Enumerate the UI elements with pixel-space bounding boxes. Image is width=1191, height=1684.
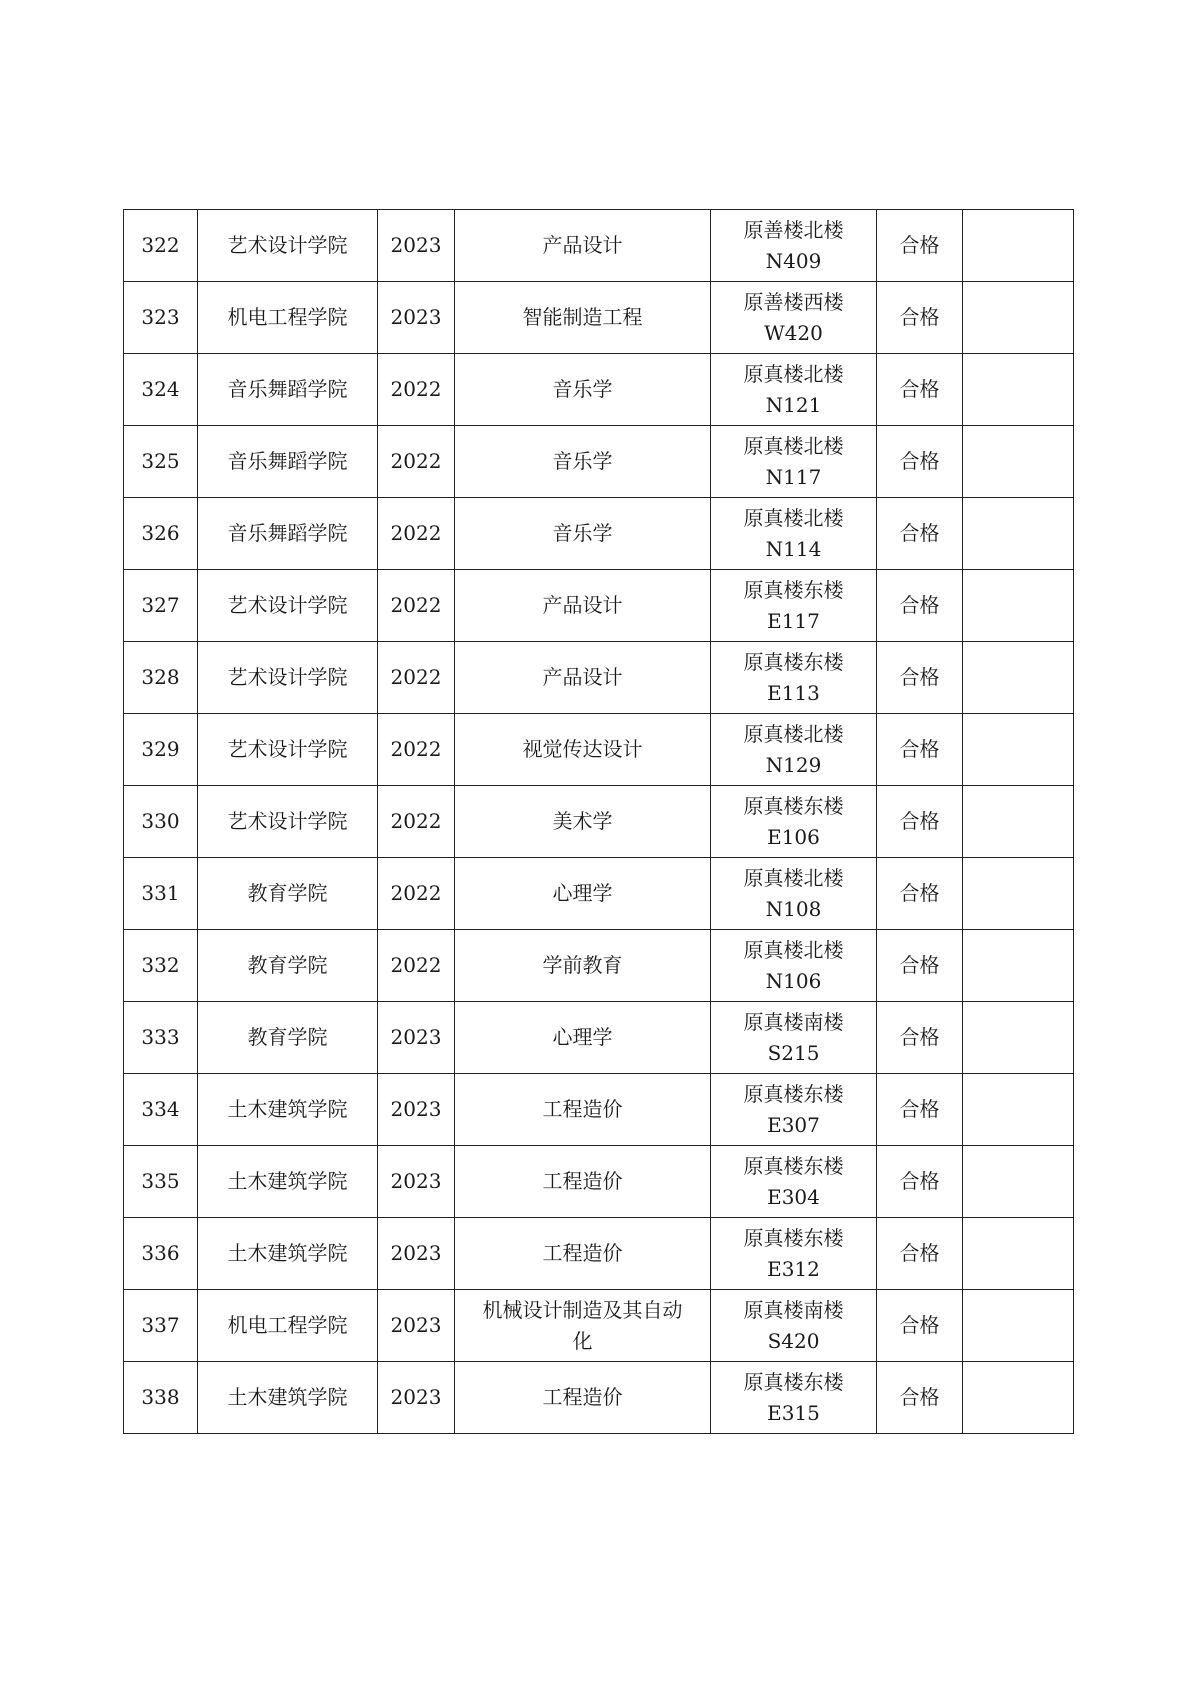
major-cell (455, 354, 711, 426)
remark-cell (963, 1146, 1074, 1218)
room-cell (711, 1146, 877, 1218)
year-cell: 2022 (378, 930, 455, 1002)
result-cell: 合格 (877, 1002, 963, 1074)
table-row (124, 1074, 1074, 1146)
table-row (124, 1002, 1074, 1074)
row-number-cell: 325 (124, 426, 198, 498)
room-number: E304 (767, 1184, 820, 1209)
building-name: 原真楼东楼 (743, 793, 844, 818)
major-line: 美术学 (552, 809, 613, 833)
table-row (124, 498, 1074, 570)
table-row (124, 570, 1074, 642)
room-number: E106 (767, 824, 820, 849)
college-cell: 土木建筑学院 (198, 1074, 378, 1146)
result-cell: 合格 (877, 1074, 963, 1146)
remark-cell (963, 282, 1074, 354)
year-cell: 2022 (378, 498, 455, 570)
table-row (124, 1218, 1074, 1290)
room-cell (711, 210, 877, 282)
table-row (124, 714, 1074, 786)
dormitory-inspection-table (123, 209, 1074, 1434)
major-line: 化 (572, 1328, 593, 1353)
college-cell: 土木建筑学院 (198, 1362, 378, 1434)
room-number: N114 (765, 536, 822, 561)
result-cell: 合格 (877, 1290, 963, 1362)
room-cell (711, 1218, 877, 1290)
college-cell: 教育学院 (198, 1002, 378, 1074)
building-name: 原真楼北楼 (743, 361, 844, 386)
college-cell: 艺术设计学院 (198, 786, 378, 858)
table-row (124, 1290, 1074, 1362)
college-cell: 土木建筑学院 (198, 1218, 378, 1290)
row-number-cell: 335 (124, 1146, 198, 1218)
year-cell: 2022 (378, 858, 455, 930)
building-name: 原真楼北楼 (743, 865, 844, 890)
room-cell (711, 354, 877, 426)
room-cell (711, 930, 877, 1002)
row-number-cell: 334 (124, 1074, 198, 1146)
major-cell (455, 714, 711, 786)
college-cell: 音乐舞蹈学院 (198, 498, 378, 570)
row-number-cell: 333 (124, 1002, 198, 1074)
major-cell (455, 1146, 711, 1218)
remark-cell (963, 1290, 1074, 1362)
major-line: 产品设计 (542, 665, 623, 689)
result-cell: 合格 (877, 570, 963, 642)
major-line: 视觉传达设计 (522, 737, 643, 761)
row-number-cell: 327 (124, 570, 198, 642)
building-name: 原真楼南楼 (743, 1009, 844, 1034)
row-number-cell: 328 (124, 642, 198, 714)
table-row (124, 210, 1074, 282)
year-cell: 2022 (378, 642, 455, 714)
building-name: 原真楼北楼 (743, 721, 844, 746)
major-line: 机械设计制造及其自动 (482, 1297, 683, 1322)
building-name: 原真楼北楼 (743, 433, 844, 458)
table-row (124, 426, 1074, 498)
college-cell: 音乐舞蹈学院 (198, 426, 378, 498)
major-line: 音乐学 (552, 521, 613, 545)
year-cell: 2022 (378, 426, 455, 498)
room-cell (711, 498, 877, 570)
remark-cell (963, 570, 1074, 642)
room-number: E117 (767, 608, 820, 633)
result-cell: 合格 (877, 1146, 963, 1218)
result-cell: 合格 (877, 1218, 963, 1290)
college-cell: 机电工程学院 (198, 282, 378, 354)
year-cell: 2023 (378, 1362, 455, 1434)
room-number: N106 (765, 968, 822, 993)
major-cell (455, 570, 711, 642)
major-line: 产品设计 (542, 233, 623, 257)
room-cell (711, 858, 877, 930)
room-number: N117 (765, 464, 822, 489)
year-cell: 2023 (378, 282, 455, 354)
major-cell (455, 282, 711, 354)
room-number: E307 (767, 1112, 820, 1137)
building-name: 原善楼西楼 (743, 289, 844, 314)
major-line: 智能制造工程 (522, 305, 643, 329)
year-cell: 2023 (378, 1002, 455, 1074)
remark-cell (963, 714, 1074, 786)
remark-cell (963, 858, 1074, 930)
row-number-cell: 331 (124, 858, 198, 930)
table-row (124, 786, 1074, 858)
result-cell: 合格 (877, 1362, 963, 1434)
building-name: 原真楼东楼 (743, 1369, 844, 1394)
year-cell: 2023 (378, 1146, 455, 1218)
row-number-cell: 338 (124, 1362, 198, 1434)
college-cell: 艺术设计学院 (198, 714, 378, 786)
room-cell (711, 714, 877, 786)
room-number: N129 (765, 752, 822, 777)
room-number: E315 (767, 1400, 820, 1425)
year-cell: 2022 (378, 354, 455, 426)
building-name: 原真楼北楼 (743, 937, 844, 962)
row-number-cell: 336 (124, 1218, 198, 1290)
building-name: 原真楼东楼 (743, 577, 844, 602)
result-cell: 合格 (877, 498, 963, 570)
major-line: 音乐学 (552, 377, 613, 401)
room-number: N108 (765, 896, 822, 921)
remark-cell (963, 1218, 1074, 1290)
major-cell (455, 1002, 711, 1074)
room-cell (711, 570, 877, 642)
room-cell (711, 1362, 877, 1434)
result-cell: 合格 (877, 354, 963, 426)
table-row (124, 354, 1074, 426)
major-line: 学前教育 (542, 953, 623, 977)
row-number-cell: 337 (124, 1290, 198, 1362)
major-line: 心理学 (552, 881, 613, 905)
result-cell: 合格 (877, 642, 963, 714)
room-number: S420 (767, 1328, 820, 1353)
remark-cell (963, 354, 1074, 426)
table-row (124, 858, 1074, 930)
room-number: E312 (767, 1256, 820, 1281)
major-cell (455, 210, 711, 282)
major-cell (455, 1290, 711, 1362)
row-number-cell: 332 (124, 930, 198, 1002)
result-cell: 合格 (877, 786, 963, 858)
row-number-cell: 326 (124, 498, 198, 570)
remark-cell (963, 210, 1074, 282)
building-name: 原真楼南楼 (743, 1297, 844, 1322)
year-cell: 2023 (378, 1290, 455, 1362)
room-cell (711, 1002, 877, 1074)
row-number-cell: 323 (124, 282, 198, 354)
college-cell: 土木建筑学院 (198, 1146, 378, 1218)
college-cell: 教育学院 (198, 930, 378, 1002)
major-line: 工程造价 (542, 1241, 623, 1265)
major-cell (455, 1074, 711, 1146)
result-cell: 合格 (877, 282, 963, 354)
major-line: 音乐学 (552, 449, 613, 473)
building-name: 原善楼北楼 (743, 217, 844, 242)
college-cell: 艺术设计学院 (198, 642, 378, 714)
year-cell: 2023 (378, 1218, 455, 1290)
result-cell: 合格 (877, 210, 963, 282)
result-cell: 合格 (877, 426, 963, 498)
result-cell: 合格 (877, 714, 963, 786)
room-cell (711, 786, 877, 858)
major-line: 工程造价 (542, 1169, 623, 1193)
remark-cell (963, 786, 1074, 858)
room-cell (711, 642, 877, 714)
major-line: 工程造价 (542, 1385, 623, 1409)
room-number: S215 (767, 1040, 820, 1065)
building-name: 原真楼东楼 (743, 1081, 844, 1106)
building-name: 原真楼东楼 (743, 649, 844, 674)
college-cell: 教育学院 (198, 858, 378, 930)
remark-cell (963, 498, 1074, 570)
remark-cell (963, 1002, 1074, 1074)
major-cell (455, 1362, 711, 1434)
result-cell: 合格 (877, 858, 963, 930)
major-line: 心理学 (552, 1025, 613, 1049)
room-cell (711, 1290, 877, 1362)
year-cell: 2022 (378, 714, 455, 786)
remark-cell (963, 1074, 1074, 1146)
row-number-cell: 329 (124, 714, 198, 786)
college-cell: 机电工程学院 (198, 1290, 378, 1362)
building-name: 原真楼东楼 (743, 1153, 844, 1178)
row-number-cell: 330 (124, 786, 198, 858)
building-name: 原真楼北楼 (743, 505, 844, 530)
result-cell: 合格 (877, 930, 963, 1002)
major-cell (455, 498, 711, 570)
major-line: 产品设计 (542, 593, 623, 617)
major-cell (455, 426, 711, 498)
room-number: N409 (765, 248, 822, 273)
room-cell (711, 426, 877, 498)
college-cell: 艺术设计学院 (198, 210, 378, 282)
table-row (124, 1146, 1074, 1218)
remark-cell (963, 930, 1074, 1002)
room-number: N121 (765, 392, 822, 417)
table-row (124, 1362, 1074, 1434)
remark-cell (963, 1362, 1074, 1434)
major-cell (455, 930, 711, 1002)
table-row (124, 930, 1074, 1002)
year-cell: 2023 (378, 210, 455, 282)
major-line: 工程造价 (542, 1097, 623, 1121)
remark-cell (963, 426, 1074, 498)
room-number: E113 (767, 680, 820, 705)
room-cell (711, 1074, 877, 1146)
year-cell: 2022 (378, 786, 455, 858)
major-cell (455, 786, 711, 858)
major-cell (455, 858, 711, 930)
table-body (124, 210, 1074, 1434)
building-name: 原真楼东楼 (743, 1225, 844, 1250)
year-cell: 2022 (378, 570, 455, 642)
room-number: W420 (764, 320, 823, 345)
remark-cell (963, 642, 1074, 714)
room-cell (711, 282, 877, 354)
table-row (124, 642, 1074, 714)
row-number-cell: 322 (124, 210, 198, 282)
table-row (124, 282, 1074, 354)
major-cell (455, 1218, 711, 1290)
major-cell (455, 642, 711, 714)
college-cell: 艺术设计学院 (198, 570, 378, 642)
year-cell: 2023 (378, 1074, 455, 1146)
row-number-cell: 324 (124, 354, 198, 426)
college-cell: 音乐舞蹈学院 (198, 354, 378, 426)
